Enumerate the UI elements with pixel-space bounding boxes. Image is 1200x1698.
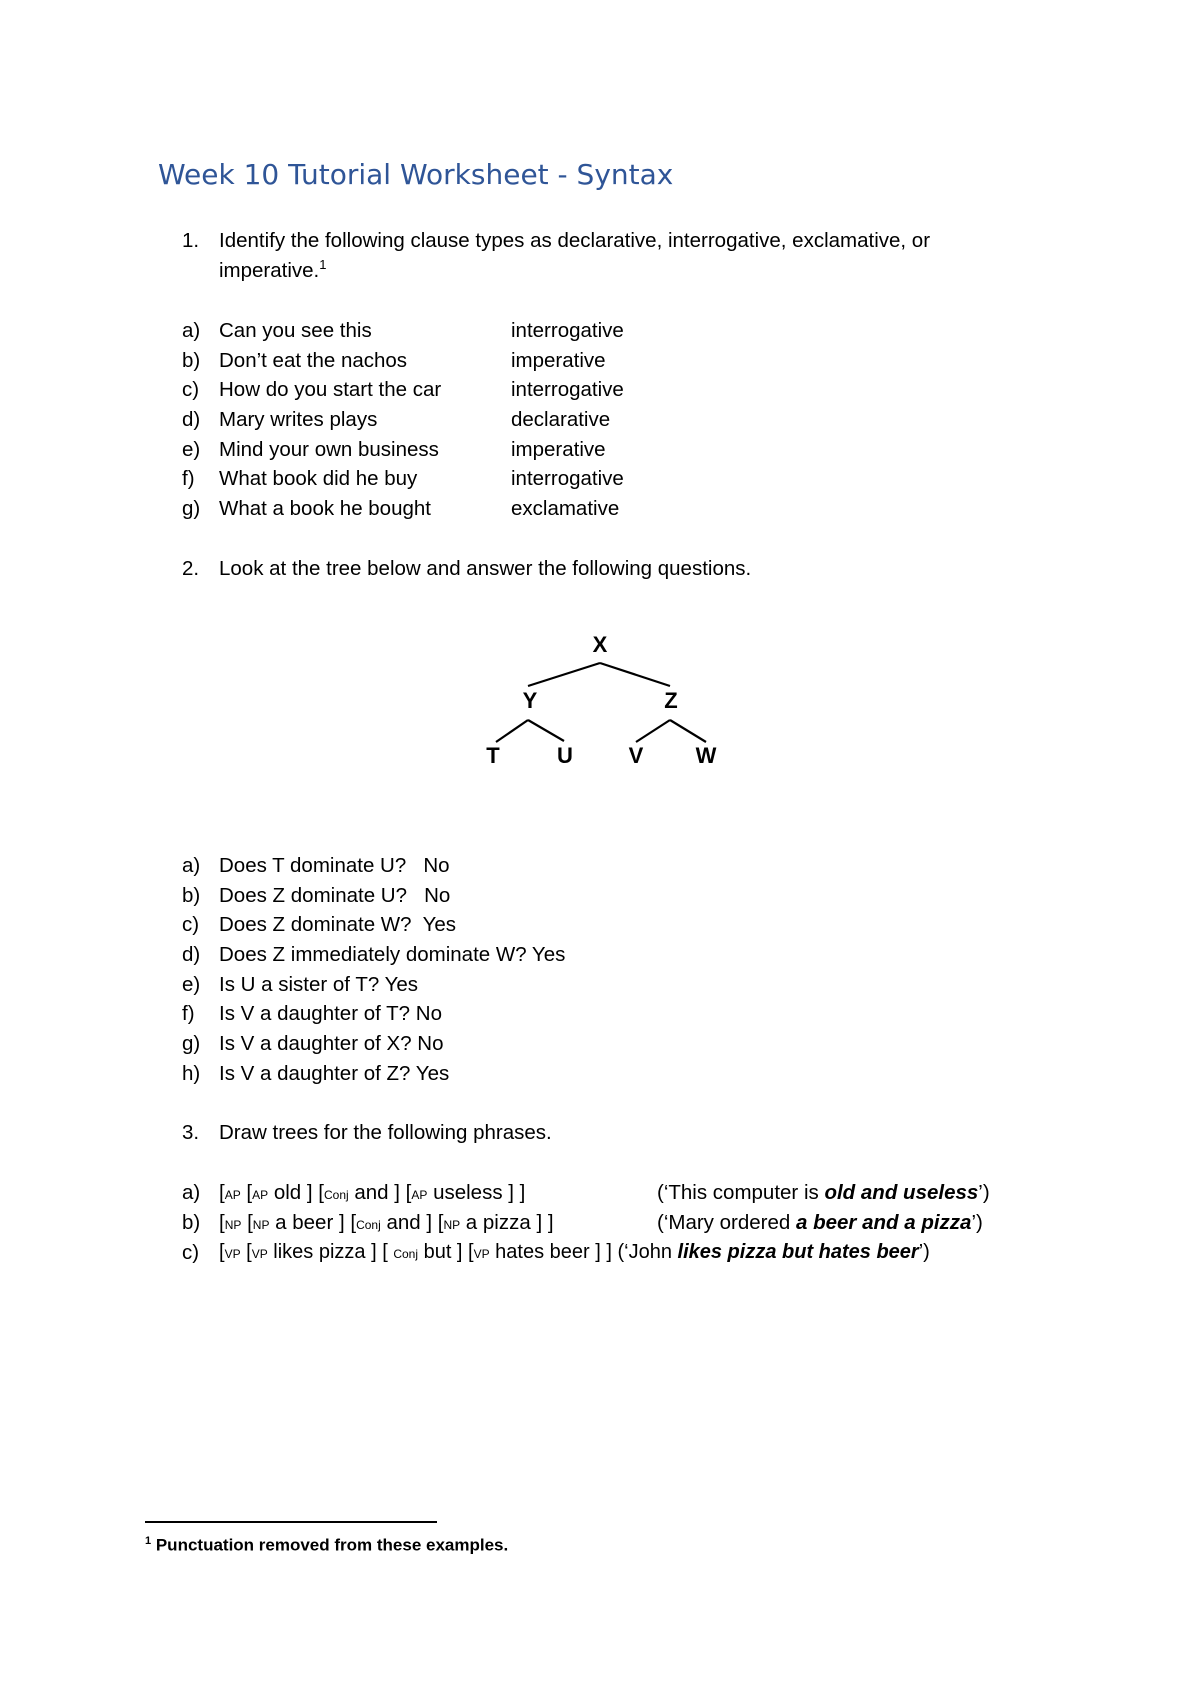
tree-node-left: Y — [522, 688, 538, 713]
tree-leaf: W — [695, 743, 717, 765]
footnote-number: 1 — [145, 1535, 152, 1547]
category-label: AP — [224, 1188, 241, 1202]
q1-item-answer: declarative — [511, 408, 611, 431]
tree-edge — [670, 720, 706, 742]
q3-item-label: a) — [182, 1181, 201, 1204]
q2-item-label: e) — [182, 973, 201, 996]
q3-text: Draw trees for the following phrases. — [219, 1121, 552, 1144]
q2-item-text: Is V a daughter of T? No — [219, 1002, 442, 1025]
q2-number: 2. — [182, 557, 200, 580]
tree-edge — [528, 663, 600, 686]
q2-item-text: Does Z immediately dominate W? Yes — [219, 943, 566, 966]
category-label: VP — [473, 1247, 490, 1261]
q3-number: 3. — [182, 1121, 200, 1144]
q2-item-label: f) — [182, 1002, 195, 1025]
q1-item-answer: interrogative — [511, 319, 624, 342]
category-label: NP — [443, 1218, 461, 1232]
tree-leaf: T — [486, 743, 500, 765]
gloss-emphasis: old and useless — [824, 1181, 979, 1204]
q2-text: Look at the tree below and answer the following questions. — [219, 557, 752, 580]
gloss-text: ’) — [918, 1241, 930, 1263]
q1-item-label: c) — [182, 378, 200, 401]
category-label: Conj — [393, 1247, 419, 1261]
bracket-text: hates beer ] ] — [489, 1241, 612, 1263]
q2-item-label: h) — [182, 1062, 201, 1085]
tree-leaf: V — [628, 743, 644, 765]
q1-item-text: What a book he bought — [219, 497, 431, 520]
category-label: AP — [252, 1188, 269, 1202]
q2-item-label: d) — [182, 943, 201, 966]
q3-bracketing — [219, 1178, 525, 1210]
gloss-text: ’) — [971, 1211, 983, 1234]
q1-item-label: e) — [182, 438, 201, 461]
q1-text-line2-content: imperative. — [219, 259, 320, 282]
q2-item-text: Does T dominate U? No — [219, 854, 450, 877]
q1-text-line2 — [219, 256, 327, 285]
tree-leaf: U — [557, 743, 573, 765]
q3-bracketing — [219, 1208, 554, 1240]
footnote — [145, 1535, 508, 1556]
q1-item-label: f) — [182, 467, 195, 490]
q1-item-text: What book did he buy — [219, 467, 418, 490]
q1-item-text: Mind your own business — [219, 438, 439, 461]
q1-item-answer: imperative — [511, 349, 606, 372]
bracket-text: [ — [240, 1181, 253, 1204]
q1-item-label: b) — [182, 349, 201, 372]
category-label: VP — [224, 1247, 241, 1261]
bracket-text: [ — [240, 1241, 252, 1263]
bracket-text: old ] [ — [268, 1181, 324, 1204]
q1-item-text: Don’t eat the nachos — [219, 349, 408, 372]
gloss-text: (‘This computer is — [657, 1181, 825, 1204]
bracket-text: [ — [219, 1181, 225, 1204]
category-label: NP — [252, 1218, 270, 1232]
bracket-text: useless ] ] — [427, 1181, 526, 1204]
q2-item-label: a) — [182, 854, 201, 877]
bracket-text: [ — [219, 1241, 225, 1263]
bracket-text: [ — [241, 1211, 253, 1234]
q1-item-label: d) — [182, 408, 201, 431]
q2-item-label: b) — [182, 884, 201, 907]
q2-item-text: Does Z dominate W? Yes — [219, 913, 457, 936]
q1-item-answer: imperative — [511, 438, 606, 461]
category-label: NP — [224, 1218, 242, 1232]
q2-item-text: Is U a sister of T? Yes — [219, 973, 419, 996]
bracket-text: likes pizza ] [ — [267, 1241, 394, 1263]
q3-item-label: b) — [182, 1211, 201, 1234]
tree-edge — [636, 720, 670, 742]
q3-gloss — [657, 1178, 990, 1207]
gloss-text: ’) — [978, 1181, 990, 1204]
gloss-emphasis: a beer and a pizza — [796, 1211, 972, 1234]
tree-edge — [600, 663, 670, 686]
footnote-ref: 1 — [319, 257, 327, 273]
tree-edge — [496, 720, 528, 742]
category-label: AP — [411, 1188, 428, 1202]
q3-item-label: c) — [182, 1241, 200, 1264]
category-label: Conj — [323, 1188, 349, 1202]
q1-item-answer: interrogative — [511, 467, 624, 490]
bracket-text: a beer ] [ — [269, 1211, 357, 1234]
q1-number: 1. — [182, 229, 200, 252]
q2-item-text: Is V a daughter of Z? Yes — [219, 1062, 450, 1085]
q1-item-answer: interrogative — [511, 378, 624, 401]
syntax-tree-diagram — [470, 625, 730, 765]
page-title: Week 10 Tutorial Worksheet - Syntax — [158, 158, 674, 191]
bracket-text: and ] [ — [348, 1181, 412, 1204]
gloss-text: (‘John — [611, 1241, 678, 1263]
tree-edge — [528, 720, 564, 741]
bracket-text: but ] [ — [418, 1241, 474, 1263]
q1-item-text: How do you start the car — [219, 378, 442, 401]
tree-node-right: Z — [664, 688, 678, 713]
q2-item-label: g) — [182, 1032, 201, 1055]
bracket-text: a pizza ] ] — [460, 1211, 554, 1234]
gloss-text: (‘Mary ordered — [657, 1211, 796, 1234]
bracket-text: and ] [ — [380, 1211, 444, 1234]
q3-bracketing — [219, 1238, 930, 1269]
q1-item-label: g) — [182, 497, 201, 520]
q2-item-label: c) — [182, 913, 200, 936]
category-label: VP — [251, 1247, 268, 1261]
q1-text-line1: Identify the following clause types as declarative, interrogative, exclamative, or — [219, 229, 931, 252]
gloss-emphasis: likes pizza but hates beer — [677, 1241, 919, 1263]
category-label: Conj — [356, 1218, 381, 1232]
footnote-divider — [145, 1521, 437, 1523]
q1-item-answer: exclamative — [511, 497, 620, 520]
q2-item-text: Does Z dominate U? No — [219, 884, 451, 907]
footnote-text: Punctuation removed from these examples. — [151, 1535, 509, 1555]
q2-item-text: Is V a daughter of X? No — [219, 1032, 444, 1055]
bracket-text: [ — [219, 1211, 225, 1234]
q3-gloss — [657, 1208, 983, 1237]
q1-item-text: Mary writes plays — [219, 408, 378, 431]
q1-item-text: Can you see this — [219, 319, 372, 342]
tree-node-root: X — [592, 632, 608, 657]
q1-item-label: a) — [182, 319, 201, 342]
